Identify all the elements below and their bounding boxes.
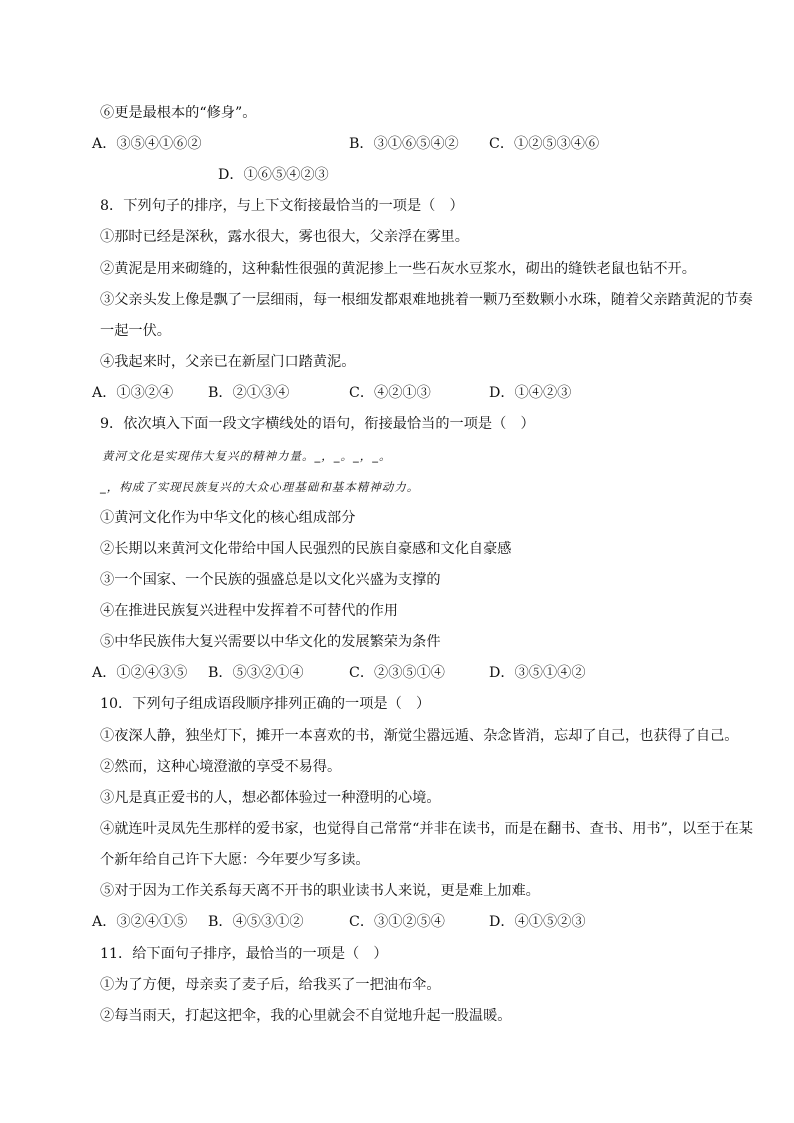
q8-option-b: B．②①③④ (208, 385, 290, 401)
q9-option-c: C．②③⑤①④ (349, 665, 445, 681)
q8-sentence-3-cont: 一起一伏。 (100, 323, 171, 339)
q9-sentence-5: ⑤中华民族伟大复兴需要以中华文化的发展繁荣为条件 (100, 634, 441, 650)
question-8-stem: 8．下列句子的排序，与上下文衔接最恰当的一项是（ ） (100, 198, 464, 214)
q9-option-a: A．①②④③⑤ (92, 665, 188, 681)
q9-option-d: D．③⑤①④② (489, 665, 586, 681)
q9-sentence-4: ④在推进民族复兴进程中发挥着不可替代的作用 (100, 603, 398, 619)
q7-option-a: A．③⑤④①⑥② (92, 136, 202, 152)
question-9-stem: 9．依次填入下面一段文字横线处的语句，衔接最恰当的一项是（ ） (100, 416, 535, 432)
q9-sentence-1: ①黄河文化作为中华文化的核心组成部分 (100, 510, 356, 526)
q11-sentence-2: ②每当雨天，打起这把伞，我的心里就会不自觉地升起一股温暖。 (100, 1008, 512, 1024)
q10-sentence-5: ⑤对于因为工作关系每天离不开书的职业读书人来说，更是难上加难。 (100, 883, 540, 899)
q10-option-c: C．③①②⑤④ (349, 914, 445, 930)
q11-sentence-1: ①为了方便，母亲卖了麦子后，给我买了一把油布伞。 (100, 977, 441, 993)
q8-option-a: A．①③②④ (92, 385, 174, 401)
text-line: ⑥更是最根本的“修身”。 (100, 105, 257, 121)
q10-sentence-3: ③凡是真正爱书的人，想必都体验过一种澄明的心境。 (100, 790, 441, 806)
q8-sentence-4: ④我起来时，父亲已在新屋门口踏黄泥。 (100, 354, 356, 370)
q10-option-d: D．④①⑤②③ (489, 914, 586, 930)
q9-sentence-3: ③一个国家、一个民族的强盛总是以文化兴盛为支撑的 (100, 572, 441, 588)
question-11-stem: 11．给下面句子排序，最恰当的一项是（ ） (100, 946, 388, 962)
q8-sentence-2: ②黄泥是用来砌缝的，这种黏性很强的黄泥掺上一些石灰水豆浆水，砌出的缝铁老鼠也钻不开。 (100, 261, 696, 277)
q10-sentence-4: ④就连叶灵凤先生那样的爱书家，也觉得自己常常“并非在读书，而是在翻书、查书、用书”，以至于在某 (100, 821, 753, 837)
q10-option-a: A．③②④①⑤ (92, 914, 188, 930)
q8-sentence-1: ①那时已经是深秋，露水很大，雾也很大，父亲浮在雾里。 (100, 229, 469, 245)
q10-sentence-4-cont: 个新年给自己许下大愿：今年要少写多读。 (100, 852, 370, 868)
q7-option-d: D．①⑥⑤④②③ (218, 167, 329, 183)
q9-passage-line-2: _，构成了实现民族复兴的大众心理基础和基本精神动力。 (100, 480, 420, 494)
q8-option-c: C．④②①③ (349, 385, 431, 401)
q10-sentence-2: ②然而，这种心境澄澈的享受不易得。 (100, 759, 342, 775)
q8-sentence-3: ③父亲头发上像是飘了一层细雨，每一根细发都艰难地挑着一颗乃至数颗小水珠，随着父亲踏黄泥的节奏 (100, 292, 753, 308)
q7-option-c: C．①②⑤③④⑥ (489, 136, 600, 152)
q9-sentence-2: ②长期以来黄河文化带给中国人民强烈的民族自豪感和文化自豪感 (100, 541, 512, 557)
question-10-stem: 10．下列句子组成语段顺序排列正确的一项是（ ） (100, 696, 431, 712)
q9-option-b: B．⑤③②①④ (208, 665, 304, 681)
q8-option-d: D．①④②③ (489, 385, 572, 401)
q10-sentence-1: ①夜深人静，独坐灯下，摊开一本喜欢的书，渐觉尘嚣远遁、杂念皆消，忘却了自己，也获得了自己。 (100, 728, 739, 744)
q7-option-b: B．③①⑥⑤④② (349, 136, 459, 152)
q10-option-b: B．④⑤③①② (208, 914, 304, 930)
q9-passage-line-1: 黄河文化是实现伟大复兴的精神力量。_，_。_，_。 (102, 449, 392, 463)
